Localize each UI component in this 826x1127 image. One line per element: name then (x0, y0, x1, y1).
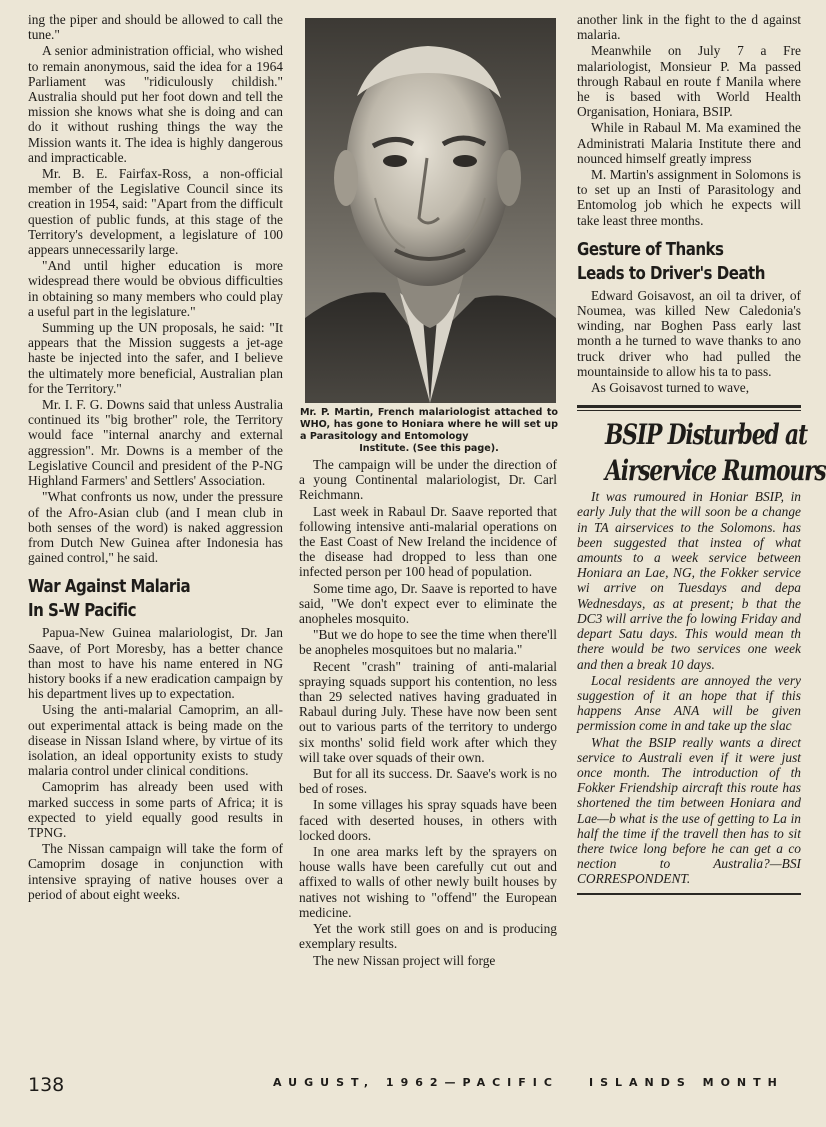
section-divider-thin (577, 410, 801, 411)
paragraph: As Goisavost turned to wave, (591, 380, 750, 396)
paragraph: Mr. I. F. G. Downs said that unless Australia continued its "big brother" role, the Territory would face "internal anarchy and external aggression". Mr. Downs is a member of the Legislative Council and president of the P-NG Highland Farmers' and Settlers' Association. (28, 397, 283, 489)
caption-text-end: Institute. (See this page). (359, 443, 499, 454)
paragraph: In some villages his spray squads have been faced with deserted houses, in others with locked doors. (299, 797, 557, 843)
paragraph: "And until higher education is more widespread there would be obvious difficulties in obtaining so many members who could play a useful part in the legislature." (28, 258, 283, 319)
caption-text: Mr. P. Martin, French malariologist attached to WHO, has gone to Honiara where he will set up a Parasitology and Entomology (300, 407, 558, 442)
heading-line: Leads to Driver's Death (577, 263, 765, 284)
running-head-right: ISLANDS MONTH (589, 1076, 784, 1089)
running-head: AUGUST, 1962—PACIFIC (273, 1076, 559, 1089)
paragraph: Yet the work still goes on and is producing exemplary results. (299, 921, 557, 952)
paragraph: ing the piper and should be allowed to call the tune." (28, 12, 283, 43)
article-heading-gesture (577, 238, 770, 286)
paragraph: Edward Goisavost, an oil ta driver, of Noumea, was killed New Caledonia's winding, nar Boghen Pass early last month a he turned to wave thanks to ano truck driver who had pulled the mountainside to allow his ta to pass. (577, 287, 801, 379)
paragraph: Mr. B. E. Fairfax-Ross, a non-official member of the Legislative Council since its creation in 1954, said: "Apart from the difficult question of public funds, at this stage of the Territory's development, a legislature of 100 appears unnecessarily large. (28, 166, 283, 258)
column-left (28, 12, 283, 903)
heading-line: Gesture of Thanks (577, 239, 724, 260)
paragraph: Using the anti-malarial Camoprim, an all-out experimental attack is being made on the disease in Nissan Island where, by virtue of its isolation, an ideal opportunity exists to study malaria control under clinical conditions. (28, 702, 283, 779)
heading-line: In S-W Pacific (28, 601, 137, 622)
section-divider (577, 405, 801, 408)
bsip-article-body (577, 489, 801, 886)
paragraph: "But we do hope to see the time when there'll be anopheles mosquitoes but no malaria." (299, 627, 557, 658)
column-right (577, 12, 826, 1062)
paragraph: another link in the fight to the d against malaria. (577, 12, 801, 43)
paragraph: Camoprim has already been used with marked success in some parts of Africa; it is expected to yield equally good results in TPNG. (28, 779, 283, 840)
section-divider-bottom (577, 893, 801, 895)
heading-line: BSIP Disturbed at (605, 418, 807, 452)
paragraph: Local residents are annoyed the very suggestion of it an hope that if this happens Anse ANA will be given permission come in and take up the slac (577, 672, 801, 734)
paragraph: Last week in Rabaul Dr. Saave reported that following intensive anti-malarial operations on the East Coast of New Ireland the incidence of the disease had dropped to less than one infected person per 100 head of population. (299, 503, 557, 580)
photo-caption (300, 407, 558, 455)
paragraph: Recent "crash" training of anti-malarial spraying squads support his contention, no less than 29 selected natives having graduated in Rabaul during July. These have now been sent out to various parts of the territory to undergo six months' solid field work after which they will take over squads of their own. (299, 658, 557, 765)
paragraph: But for all its success. Dr. Saave's work is no bed of roses. (299, 766, 557, 797)
paragraph: Summing up the UN proposals, he said: "It appears that the Mission suggests a jet-age haste be injected into the safer, and I believe the ultimately more beneficial, Australian plan for the Territory." (28, 320, 283, 396)
portrait-photo-image (305, 18, 556, 403)
heading-line: War Against Malaria (28, 577, 191, 598)
paragraph: The new Nissan project will forge (313, 952, 496, 968)
paragraph: Meanwhile on July 7 a Fre malariologist, Monsieur P. Ma passed through Rabaul en route f Manila where he is based with World Health Organisation, Honiara, BSIP. (577, 43, 801, 120)
paragraph: A senior administration official, who wished to remain anonymous, said the idea for a 1964 Parliament was "ridiculously childish." Australia should put her foot down and tell the mission she knows what she is doing and can do it without rushing things the way the Mission wants it. The idea is highly dangerous and impracticable. (28, 43, 283, 165)
heading-line: Airservice Rumours (605, 454, 826, 488)
page-footer (0, 1072, 801, 1102)
article-heading-malaria (28, 575, 247, 623)
paragraph: The Nissan campaign will take the form of Camoprim dosage in conjunction with intensive spraying of native houses over a period of about eight weeks. (28, 841, 283, 902)
paragraph: M. Martin's assignment in Solomons is to set up an Insti of Parasitology and Entomolog job which he expects will take least three months. (577, 167, 801, 228)
page-number: 138 (28, 1074, 65, 1096)
paragraph: Some time ago, Dr. Saave is reported to have said, "We don't expect ever to eliminate the anopheles mosquito. (299, 580, 557, 627)
paragraph: While in Rabaul M. Ma examined the Administrati Malaria Institute there and nounced himself greatly impress (577, 120, 801, 166)
paragraph: It was rumoured in Honiar BSIP, in early July that the will soon be a change in TA airservices to the Solomons. has been suggested that instea of what amounts to a week service between Honiara an Lae, NG, the Fokker service wi arrive on Tuesdays and depa Wednesdays, as at present; b that the DC3 will arrive the fo lowing Friday and depart Satu days. This would mean th there would be two services one week and then a break 10 days. (577, 489, 801, 672)
paragraph: What the BSIP really wants a direct service to Australi even if it were just once month. The introduction of th Fokker Friendship aircraft this route has shortened the tim between Honiara and Lae—b what is the use of getting to La in half the time if the travell then has to sit there twice long before he can get a co nection to Australia?—BSI CORRESPONDENT. (577, 734, 801, 887)
paragraph: "What confronts us now, under the pressure of the Afro-Asian club (and I mean club in both senses of the word) is naked aggression from Dutch New Guinea after Indonesia has gained control," he said. (28, 489, 283, 566)
portrait-photo (305, 18, 556, 403)
paragraph: Papua-New Guinea malariologist, Dr. Jan Saave, of Port Moresby, has a better chance than most to have his name entered in NG history books if a new eradication campaign by his department lives up to expectation. (28, 625, 283, 702)
column-middle (299, 457, 557, 969)
article-heading-bsip (605, 417, 826, 489)
paragraph: In one area marks left by the sprayers on house walls have been carefully cut out and affixed to walls of other newly built houses by natives not wishing to "offend" the European medicine. (299, 844, 557, 920)
paragraph: The campaign will be under the direction of a young Continental malariologist, Dr. Carl Reichmann. (299, 457, 557, 503)
